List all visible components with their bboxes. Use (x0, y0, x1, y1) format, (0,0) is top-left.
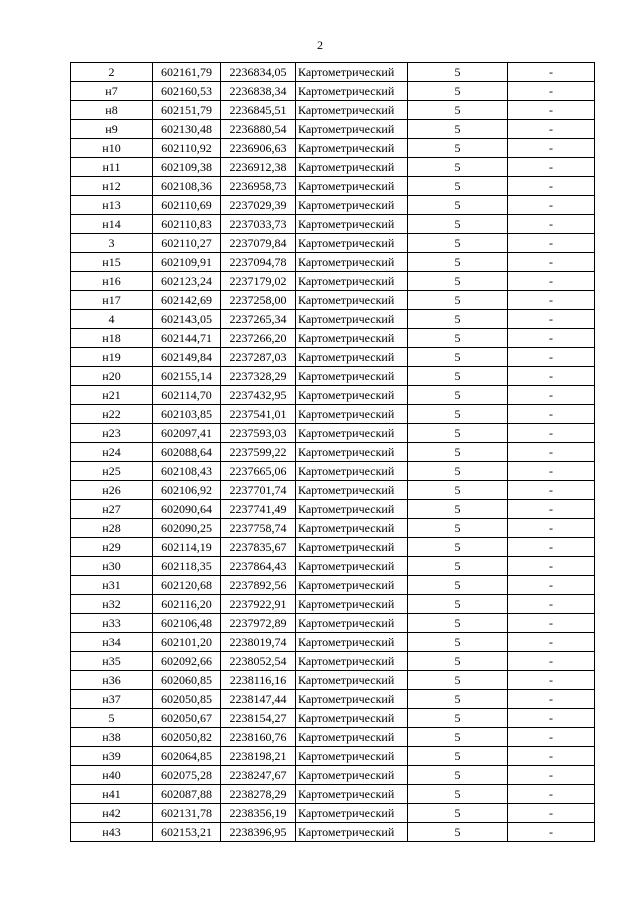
y-coordinate-cell: 2236845,51 (221, 101, 296, 120)
method-cell: Картометрический (296, 253, 408, 272)
description-cell: - (508, 63, 595, 82)
accuracy-cell: 5 (408, 595, 508, 614)
point-id-cell: н17 (71, 291, 153, 310)
table-row (71, 747, 595, 766)
y-coordinate-cell: 2237079,84 (221, 234, 296, 253)
description-cell: - (508, 196, 595, 215)
accuracy-cell: 5 (408, 671, 508, 690)
x-coordinate-cell: 602131,78 (153, 804, 221, 823)
y-coordinate-cell: 2237029,39 (221, 196, 296, 215)
table-row (71, 823, 595, 842)
x-coordinate-cell: 602155,14 (153, 367, 221, 386)
description-cell: - (508, 234, 595, 253)
accuracy-cell: 5 (408, 386, 508, 405)
table-row (71, 443, 595, 462)
point-id-cell: н12 (71, 177, 153, 196)
accuracy-cell: 5 (408, 462, 508, 481)
point-id-cell: н11 (71, 158, 153, 177)
y-coordinate-cell: 2237892,56 (221, 576, 296, 595)
table-row (71, 234, 595, 253)
description-cell: - (508, 424, 595, 443)
method-cell: Картометрический (296, 633, 408, 652)
point-id-cell: н20 (71, 367, 153, 386)
x-coordinate-cell: 602118,35 (153, 557, 221, 576)
method-cell: Картометрический (296, 291, 408, 310)
description-cell: - (508, 291, 595, 310)
y-coordinate-cell: 2238396,95 (221, 823, 296, 842)
method-cell: Картометрический (296, 367, 408, 386)
point-id-cell: н18 (71, 329, 153, 348)
point-id-cell: н28 (71, 519, 153, 538)
point-id-cell: н38 (71, 728, 153, 747)
y-coordinate-cell: 2237266,20 (221, 329, 296, 348)
x-coordinate-cell: 602120,68 (153, 576, 221, 595)
point-id-cell: н15 (71, 253, 153, 272)
x-coordinate-cell: 602097,41 (153, 424, 221, 443)
point-id-cell: н41 (71, 785, 153, 804)
point-id-cell: 3 (71, 234, 153, 253)
accuracy-cell: 5 (408, 63, 508, 82)
y-coordinate-cell: 2237599,22 (221, 443, 296, 462)
method-cell: Картометрический (296, 538, 408, 557)
method-cell: Картометрический (296, 329, 408, 348)
y-coordinate-cell: 2238356,19 (221, 804, 296, 823)
accuracy-cell: 5 (408, 709, 508, 728)
table-row (71, 595, 595, 614)
accuracy-cell: 5 (408, 633, 508, 652)
description-cell: - (508, 329, 595, 348)
y-coordinate-cell: 2237432,95 (221, 386, 296, 405)
description-cell: - (508, 443, 595, 462)
description-cell: - (508, 576, 595, 595)
y-coordinate-cell: 2237328,29 (221, 367, 296, 386)
y-coordinate-cell: 2237094,78 (221, 253, 296, 272)
description-cell: - (508, 538, 595, 557)
y-coordinate-cell: 2238247,67 (221, 766, 296, 785)
accuracy-cell: 5 (408, 215, 508, 234)
table-row (71, 481, 595, 500)
method-cell: Картометрический (296, 652, 408, 671)
accuracy-cell: 5 (408, 234, 508, 253)
method-cell: Картометрический (296, 690, 408, 709)
x-coordinate-cell: 602090,25 (153, 519, 221, 538)
x-coordinate-cell: 602101,20 (153, 633, 221, 652)
x-coordinate-cell: 602114,70 (153, 386, 221, 405)
method-cell: Картометрический (296, 405, 408, 424)
x-coordinate-cell: 602142,69 (153, 291, 221, 310)
description-cell: - (508, 120, 595, 139)
method-cell: Картометрический (296, 424, 408, 443)
table-row (71, 63, 595, 82)
coordinates-table (70, 62, 595, 842)
point-id-cell: н35 (71, 652, 153, 671)
accuracy-cell: 5 (408, 177, 508, 196)
table-row (71, 101, 595, 120)
description-cell: - (508, 272, 595, 291)
table-row (71, 804, 595, 823)
method-cell: Картометрический (296, 234, 408, 253)
method-cell: Картометрический (296, 462, 408, 481)
x-coordinate-cell: 602109,38 (153, 158, 221, 177)
point-id-cell: н36 (71, 671, 153, 690)
x-coordinate-cell: 602123,24 (153, 272, 221, 291)
x-coordinate-cell: 602092,66 (153, 652, 221, 671)
description-cell: - (508, 671, 595, 690)
accuracy-cell: 5 (408, 101, 508, 120)
x-coordinate-cell: 602108,36 (153, 177, 221, 196)
x-coordinate-cell: 602116,20 (153, 595, 221, 614)
description-cell: - (508, 253, 595, 272)
description-cell: - (508, 82, 595, 101)
description-cell: - (508, 785, 595, 804)
x-coordinate-cell: 602153,21 (153, 823, 221, 842)
y-coordinate-cell: 2238198,21 (221, 747, 296, 766)
table-row (71, 785, 595, 804)
description-cell: - (508, 177, 595, 196)
y-coordinate-cell: 2237258,00 (221, 291, 296, 310)
method-cell: Картометрический (296, 595, 408, 614)
table-row (71, 500, 595, 519)
table-row (71, 272, 595, 291)
description-cell: - (508, 481, 595, 500)
point-id-cell: н19 (71, 348, 153, 367)
point-id-cell: н7 (71, 82, 153, 101)
accuracy-cell: 5 (408, 310, 508, 329)
y-coordinate-cell: 2237033,73 (221, 215, 296, 234)
y-coordinate-cell: 2237541,01 (221, 405, 296, 424)
accuracy-cell: 5 (408, 82, 508, 101)
description-cell: - (508, 595, 595, 614)
accuracy-cell: 5 (408, 329, 508, 348)
table-row (71, 690, 595, 709)
accuracy-cell: 5 (408, 576, 508, 595)
accuracy-cell: 5 (408, 348, 508, 367)
table-row (71, 82, 595, 101)
point-id-cell: н34 (71, 633, 153, 652)
y-coordinate-cell: 2237593,03 (221, 424, 296, 443)
point-id-cell: н10 (71, 139, 153, 158)
y-coordinate-cell: 2237972,89 (221, 614, 296, 633)
description-cell: - (508, 728, 595, 747)
description-cell: - (508, 709, 595, 728)
point-id-cell: н24 (71, 443, 153, 462)
x-coordinate-cell: 602060,85 (153, 671, 221, 690)
method-cell: Картометрический (296, 766, 408, 785)
accuracy-cell: 5 (408, 481, 508, 500)
table-row (71, 633, 595, 652)
method-cell: Картометрический (296, 823, 408, 842)
point-id-cell: н33 (71, 614, 153, 633)
method-cell: Картометрический (296, 576, 408, 595)
accuracy-cell: 5 (408, 272, 508, 291)
y-coordinate-cell: 2237922,91 (221, 595, 296, 614)
y-coordinate-cell: 2236906,63 (221, 139, 296, 158)
accuracy-cell: 5 (408, 652, 508, 671)
description-cell: - (508, 766, 595, 785)
table-row (71, 766, 595, 785)
y-coordinate-cell: 2238019,74 (221, 633, 296, 652)
point-id-cell: н43 (71, 823, 153, 842)
y-coordinate-cell: 2236912,38 (221, 158, 296, 177)
point-id-cell: н13 (71, 196, 153, 215)
x-coordinate-cell: 602064,85 (153, 747, 221, 766)
y-coordinate-cell: 2238116,16 (221, 671, 296, 690)
x-coordinate-cell: 602144,71 (153, 329, 221, 348)
accuracy-cell: 5 (408, 367, 508, 386)
table-row (71, 671, 595, 690)
point-id-cell: н16 (71, 272, 153, 291)
accuracy-cell: 5 (408, 747, 508, 766)
table-row (71, 557, 595, 576)
accuracy-cell: 5 (408, 728, 508, 747)
accuracy-cell: 5 (408, 766, 508, 785)
method-cell: Картометрический (296, 386, 408, 405)
x-coordinate-cell: 602050,85 (153, 690, 221, 709)
accuracy-cell: 5 (408, 804, 508, 823)
description-cell: - (508, 310, 595, 329)
x-coordinate-cell: 602161,79 (153, 63, 221, 82)
point-id-cell: н22 (71, 405, 153, 424)
point-id-cell: н29 (71, 538, 153, 557)
x-coordinate-cell: 602106,92 (153, 481, 221, 500)
description-cell: - (508, 823, 595, 842)
method-cell: Картометрический (296, 139, 408, 158)
x-coordinate-cell: 602088,64 (153, 443, 221, 462)
y-coordinate-cell: 2237265,34 (221, 310, 296, 329)
x-coordinate-cell: 602130,48 (153, 120, 221, 139)
y-coordinate-cell: 2237741,49 (221, 500, 296, 519)
table-row (71, 386, 595, 405)
table-row (71, 329, 595, 348)
accuracy-cell: 5 (408, 614, 508, 633)
x-coordinate-cell: 602149,84 (153, 348, 221, 367)
description-cell: - (508, 690, 595, 709)
point-id-cell: н26 (71, 481, 153, 500)
point-id-cell: н32 (71, 595, 153, 614)
table-row (71, 462, 595, 481)
accuracy-cell: 5 (408, 196, 508, 215)
table-row (71, 538, 595, 557)
x-coordinate-cell: 602050,67 (153, 709, 221, 728)
page-number: 2 (317, 38, 323, 52)
y-coordinate-cell: 2237835,67 (221, 538, 296, 557)
method-cell: Картометрический (296, 709, 408, 728)
point-id-cell: н14 (71, 215, 153, 234)
method-cell: Картометрический (296, 215, 408, 234)
x-coordinate-cell: 602110,27 (153, 234, 221, 253)
x-coordinate-cell: 602075,28 (153, 766, 221, 785)
description-cell: - (508, 386, 595, 405)
method-cell: Картометрический (296, 348, 408, 367)
accuracy-cell: 5 (408, 519, 508, 538)
point-id-cell: н42 (71, 804, 153, 823)
x-coordinate-cell: 602143,05 (153, 310, 221, 329)
description-cell: - (508, 633, 595, 652)
accuracy-cell: 5 (408, 557, 508, 576)
point-id-cell: н27 (71, 500, 153, 519)
accuracy-cell: 5 (408, 291, 508, 310)
y-coordinate-cell: 2238147,44 (221, 690, 296, 709)
method-cell: Картометрический (296, 63, 408, 82)
method-cell: Картометрический (296, 443, 408, 462)
description-cell: - (508, 500, 595, 519)
method-cell: Картометрический (296, 519, 408, 538)
accuracy-cell: 5 (408, 405, 508, 424)
x-coordinate-cell: 602110,69 (153, 196, 221, 215)
table-row (71, 158, 595, 177)
method-cell: Картометрический (296, 671, 408, 690)
method-cell: Картометрический (296, 557, 408, 576)
x-coordinate-cell: 602108,43 (153, 462, 221, 481)
table-row (71, 139, 595, 158)
y-coordinate-cell: 2237287,03 (221, 348, 296, 367)
method-cell: Картометрический (296, 196, 408, 215)
point-id-cell: н25 (71, 462, 153, 481)
table-row (71, 253, 595, 272)
table-row (71, 614, 595, 633)
description-cell: - (508, 215, 595, 234)
y-coordinate-cell: 2237758,74 (221, 519, 296, 538)
description-cell: - (508, 101, 595, 120)
x-coordinate-cell: 602050,82 (153, 728, 221, 747)
y-coordinate-cell: 2238052,54 (221, 652, 296, 671)
table-row (71, 367, 595, 386)
x-coordinate-cell: 602110,92 (153, 139, 221, 158)
table-row (71, 405, 595, 424)
table-row (71, 709, 595, 728)
table-row (71, 424, 595, 443)
y-coordinate-cell: 2236834,05 (221, 63, 296, 82)
description-cell: - (508, 139, 595, 158)
method-cell: Картометрический (296, 310, 408, 329)
point-id-cell: 5 (71, 709, 153, 728)
description-cell: - (508, 158, 595, 177)
point-id-cell: н40 (71, 766, 153, 785)
coordinates-table-body (71, 63, 595, 842)
method-cell: Картометрический (296, 614, 408, 633)
method-cell: Картометрический (296, 728, 408, 747)
y-coordinate-cell: 2237665,06 (221, 462, 296, 481)
method-cell: Картометрический (296, 747, 408, 766)
method-cell: Картометрический (296, 158, 408, 177)
y-coordinate-cell: 2238154,27 (221, 709, 296, 728)
description-cell: - (508, 804, 595, 823)
x-coordinate-cell: 602109,91 (153, 253, 221, 272)
table-row (71, 576, 595, 595)
method-cell: Картометрический (296, 500, 408, 519)
table-row (71, 291, 595, 310)
y-coordinate-cell: 2236880,54 (221, 120, 296, 139)
x-coordinate-cell: 602114,19 (153, 538, 221, 557)
description-cell: - (508, 557, 595, 576)
x-coordinate-cell: 602110,83 (153, 215, 221, 234)
y-coordinate-cell: 2237179,02 (221, 272, 296, 291)
table-row (71, 519, 595, 538)
method-cell: Картометрический (296, 481, 408, 500)
method-cell: Картометрический (296, 804, 408, 823)
accuracy-cell: 5 (408, 500, 508, 519)
table-row (71, 348, 595, 367)
description-cell: - (508, 348, 595, 367)
method-cell: Картометрический (296, 177, 408, 196)
description-cell: - (508, 652, 595, 671)
accuracy-cell: 5 (408, 538, 508, 557)
table-row (71, 652, 595, 671)
x-coordinate-cell: 602103,85 (153, 405, 221, 424)
accuracy-cell: 5 (408, 785, 508, 804)
accuracy-cell: 5 (408, 424, 508, 443)
point-id-cell: н37 (71, 690, 153, 709)
x-coordinate-cell: 602160,53 (153, 82, 221, 101)
table-row (71, 177, 595, 196)
description-cell: - (508, 462, 595, 481)
table-row (71, 215, 595, 234)
point-id-cell: 2 (71, 63, 153, 82)
point-id-cell: н8 (71, 101, 153, 120)
description-cell: - (508, 367, 595, 386)
point-id-cell: н30 (71, 557, 153, 576)
description-cell: - (508, 614, 595, 633)
accuracy-cell: 5 (408, 120, 508, 139)
point-id-cell: н39 (71, 747, 153, 766)
y-coordinate-cell: 2238160,76 (221, 728, 296, 747)
accuracy-cell: 5 (408, 443, 508, 462)
accuracy-cell: 5 (408, 690, 508, 709)
method-cell: Картометрический (296, 785, 408, 804)
table-row (71, 728, 595, 747)
y-coordinate-cell: 2236958,73 (221, 177, 296, 196)
description-cell: - (508, 747, 595, 766)
point-id-cell: н21 (71, 386, 153, 405)
method-cell: Картометрический (296, 82, 408, 101)
table-row (71, 310, 595, 329)
table-row (71, 196, 595, 215)
accuracy-cell: 5 (408, 158, 508, 177)
accuracy-cell: 5 (408, 823, 508, 842)
point-id-cell: н23 (71, 424, 153, 443)
description-cell: - (508, 519, 595, 538)
accuracy-cell: 5 (408, 139, 508, 158)
point-id-cell: 4 (71, 310, 153, 329)
point-id-cell: н9 (71, 120, 153, 139)
accuracy-cell: 5 (408, 253, 508, 272)
y-coordinate-cell: 2237864,43 (221, 557, 296, 576)
method-cell: Картометрический (296, 101, 408, 120)
y-coordinate-cell: 2238278,29 (221, 785, 296, 804)
y-coordinate-cell: 2237701,74 (221, 481, 296, 500)
method-cell: Картометрический (296, 120, 408, 139)
y-coordinate-cell: 2236838,34 (221, 82, 296, 101)
x-coordinate-cell: 602151,79 (153, 101, 221, 120)
description-cell: - (508, 405, 595, 424)
x-coordinate-cell: 602090,64 (153, 500, 221, 519)
point-id-cell: н31 (71, 576, 153, 595)
x-coordinate-cell: 602106,48 (153, 614, 221, 633)
x-coordinate-cell: 602087,88 (153, 785, 221, 804)
table-row (71, 120, 595, 139)
method-cell: Картометрический (296, 272, 408, 291)
